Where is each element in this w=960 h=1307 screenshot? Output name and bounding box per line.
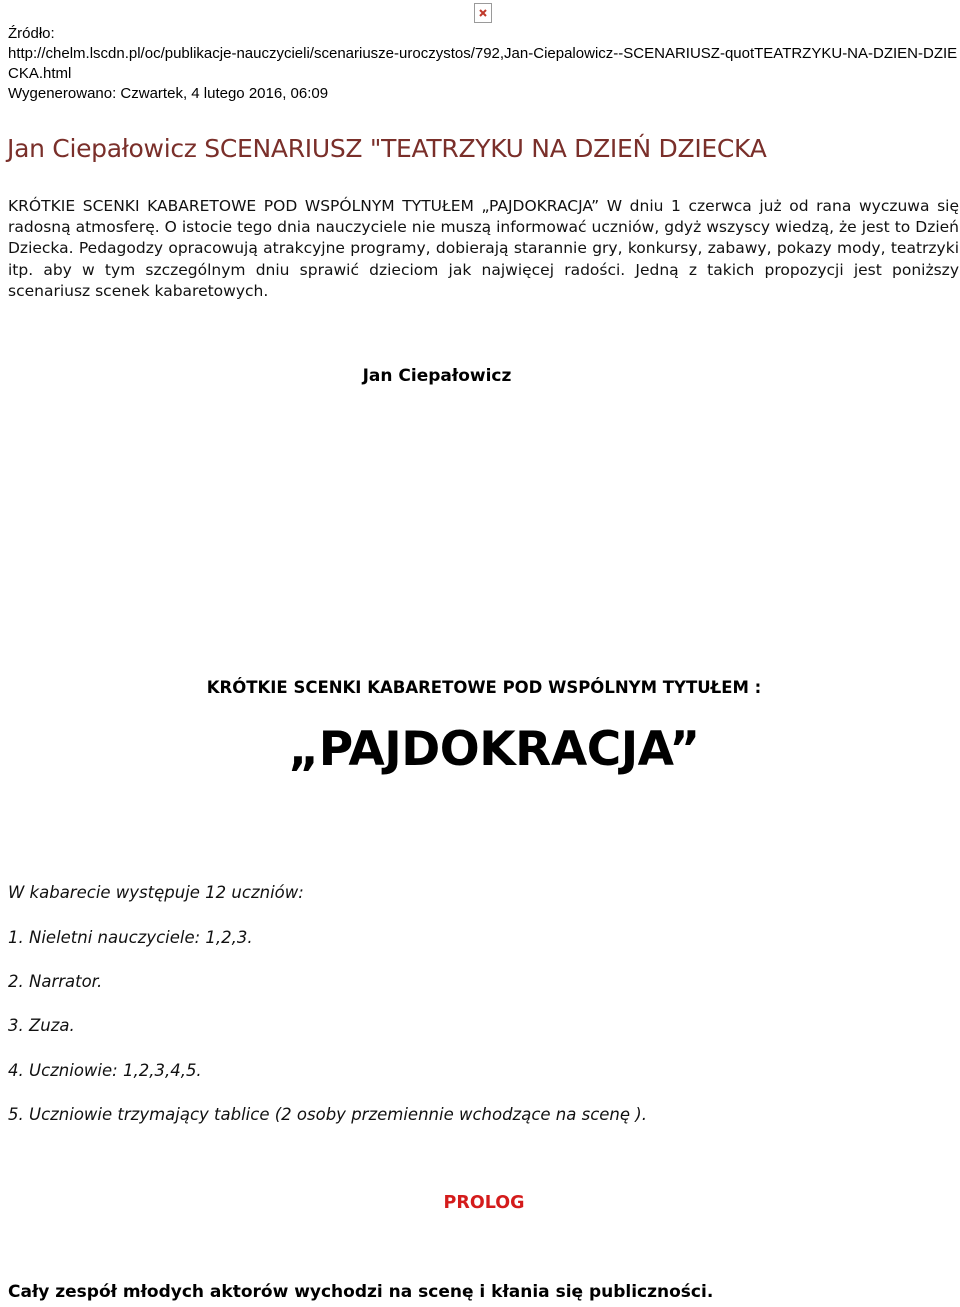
main-title: „PAJDOKRACJA” (288, 722, 700, 777)
page-title: Jan Ciepałowicz SCENARIUSZ "TEATRZYKU NA DZIEŃ DZIECKA (7, 134, 767, 163)
intro-paragraph: KRÓTKIE SCENKI KABARETOWE POD WSPÓLNYM TYTUŁEM „PAJDOKRACJA” W dniu 1 czerwca już od rana wyczuwa się radosną atmosferę. O istocie tego dnia nauczyciele nie muszą informować uczniów, gdyż wszyscy wiedzą, że jest to Dzień Dziecka. Pedagodzy opracowują atrakcyjne programy, dobierają starannie gry, konkursy, zabawy, pokazy mody, teatrzyki itp. aby w tym szczególnym dniu sprawić dzieciom jak najwięcej radości. Jedną z takich propozycji jest poniższy scenariusz scenek kabaretowych. (8, 197, 959, 300)
stage-direction: Cały zespół młodych aktorów wychodzi na scenę i kłania się publiczności. (8, 1282, 714, 1302)
source-metadata (8, 24, 958, 104)
scenes-subheading: KRÓTKIE SCENKI KABARETOWE POD WSPÓLNYM TYTUŁEM : (206, 678, 762, 697)
cast-item-5: 5. Uczniowie trzymający tablice (2 osoby przemiennie wchodzące na scenę ). (8, 1105, 647, 1124)
source-label: Źródło: (8, 25, 55, 42)
source-url[interactable]: http://chelm.lscdn.pl/oc/publikacje-nauczycieli/scenariusze-uroczystos/792,Jan-Ciepalowicz--SCENARIUSZ-quotTEATRZYKU-NA-DZIEN-DZIECKA.html (8, 45, 958, 82)
cast-item-4: 4. Uczniowie: 1,2,3,4,5. (8, 1061, 202, 1080)
cast-intro: W kabarecie występuje 12 uczniów: (8, 883, 304, 902)
cast-item-1: 1. Nieletni nauczyciele: 1,2,3. (8, 928, 253, 947)
prolog-heading: PROLOG (443, 1193, 525, 1213)
broken-image-icon (474, 3, 492, 23)
cast-item-2: 2. Narrator. (8, 972, 103, 991)
author-name: Jan Ciepałowicz (362, 366, 512, 386)
generated-date: Wygenerowano: Czwartek, 4 lutego 2016, 06:09 (8, 85, 329, 102)
cast-item-3: 3. Zuza. (8, 1016, 75, 1035)
